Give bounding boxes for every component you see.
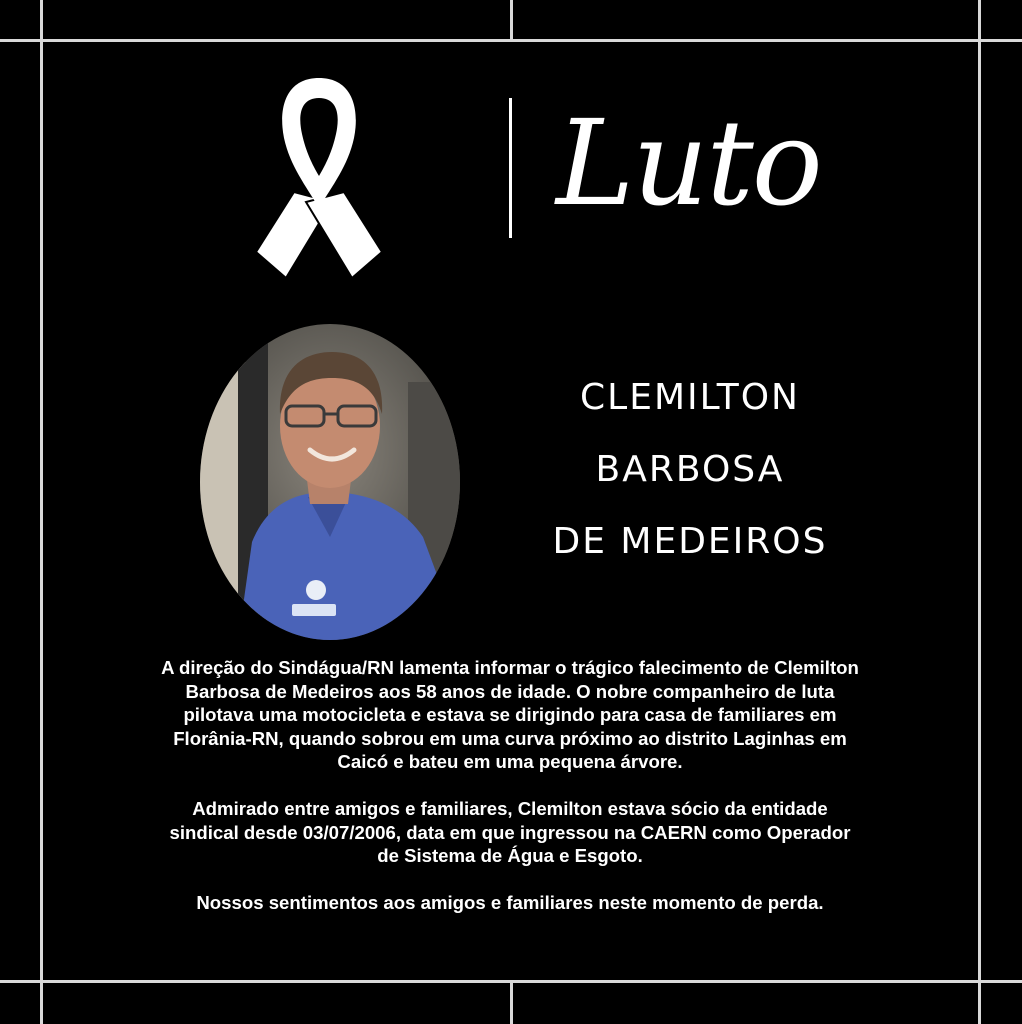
- message-paragraph-announcement: A direção do Sindágua/RN lamenta informar o trágico falecimento de Clemilton Barbosa de Medeiros aos 58 anos de idade. O nobre companheiro de luta pilotava uma motocicleta e estava se dirigindo para casa de familiares em Florânia-RN, quando sobrou em uma curva próximo ao distrito Laginhas em Caicó e bateu em uma pequena árvore.: [161, 657, 859, 772]
- mourning-ribbon-icon: [248, 68, 390, 284]
- name-line-middle: BARBOSA: [595, 449, 785, 490]
- luto-title: Luto: [556, 94, 821, 232]
- frame-tick-top-center: [510, 0, 513, 40]
- deceased-name: [520, 362, 860, 578]
- name-line-last: DE MEDEIROS: [552, 521, 828, 562]
- message-paragraph-biography: Admirado entre amigos e familiares, Clemilton estava sócio da entidade sindical desde 03/07/2006, data em que ingressou na CAERN como Operador de Sistema de Água e Esgoto.: [169, 798, 851, 866]
- title-divider: [509, 98, 512, 238]
- message-paragraph-condolences: Nossos sentimentos aos amigos e familiares neste momento de perda.: [196, 892, 824, 913]
- condolence-message: [160, 656, 860, 915]
- frame-line-left: [40, 0, 43, 1024]
- frame-tick-bottom-center: [510, 982, 513, 1024]
- deceased-portrait: [198, 322, 462, 642]
- name-line-first: CLEMILTON: [580, 377, 800, 418]
- frame-line-right: [978, 0, 981, 1024]
